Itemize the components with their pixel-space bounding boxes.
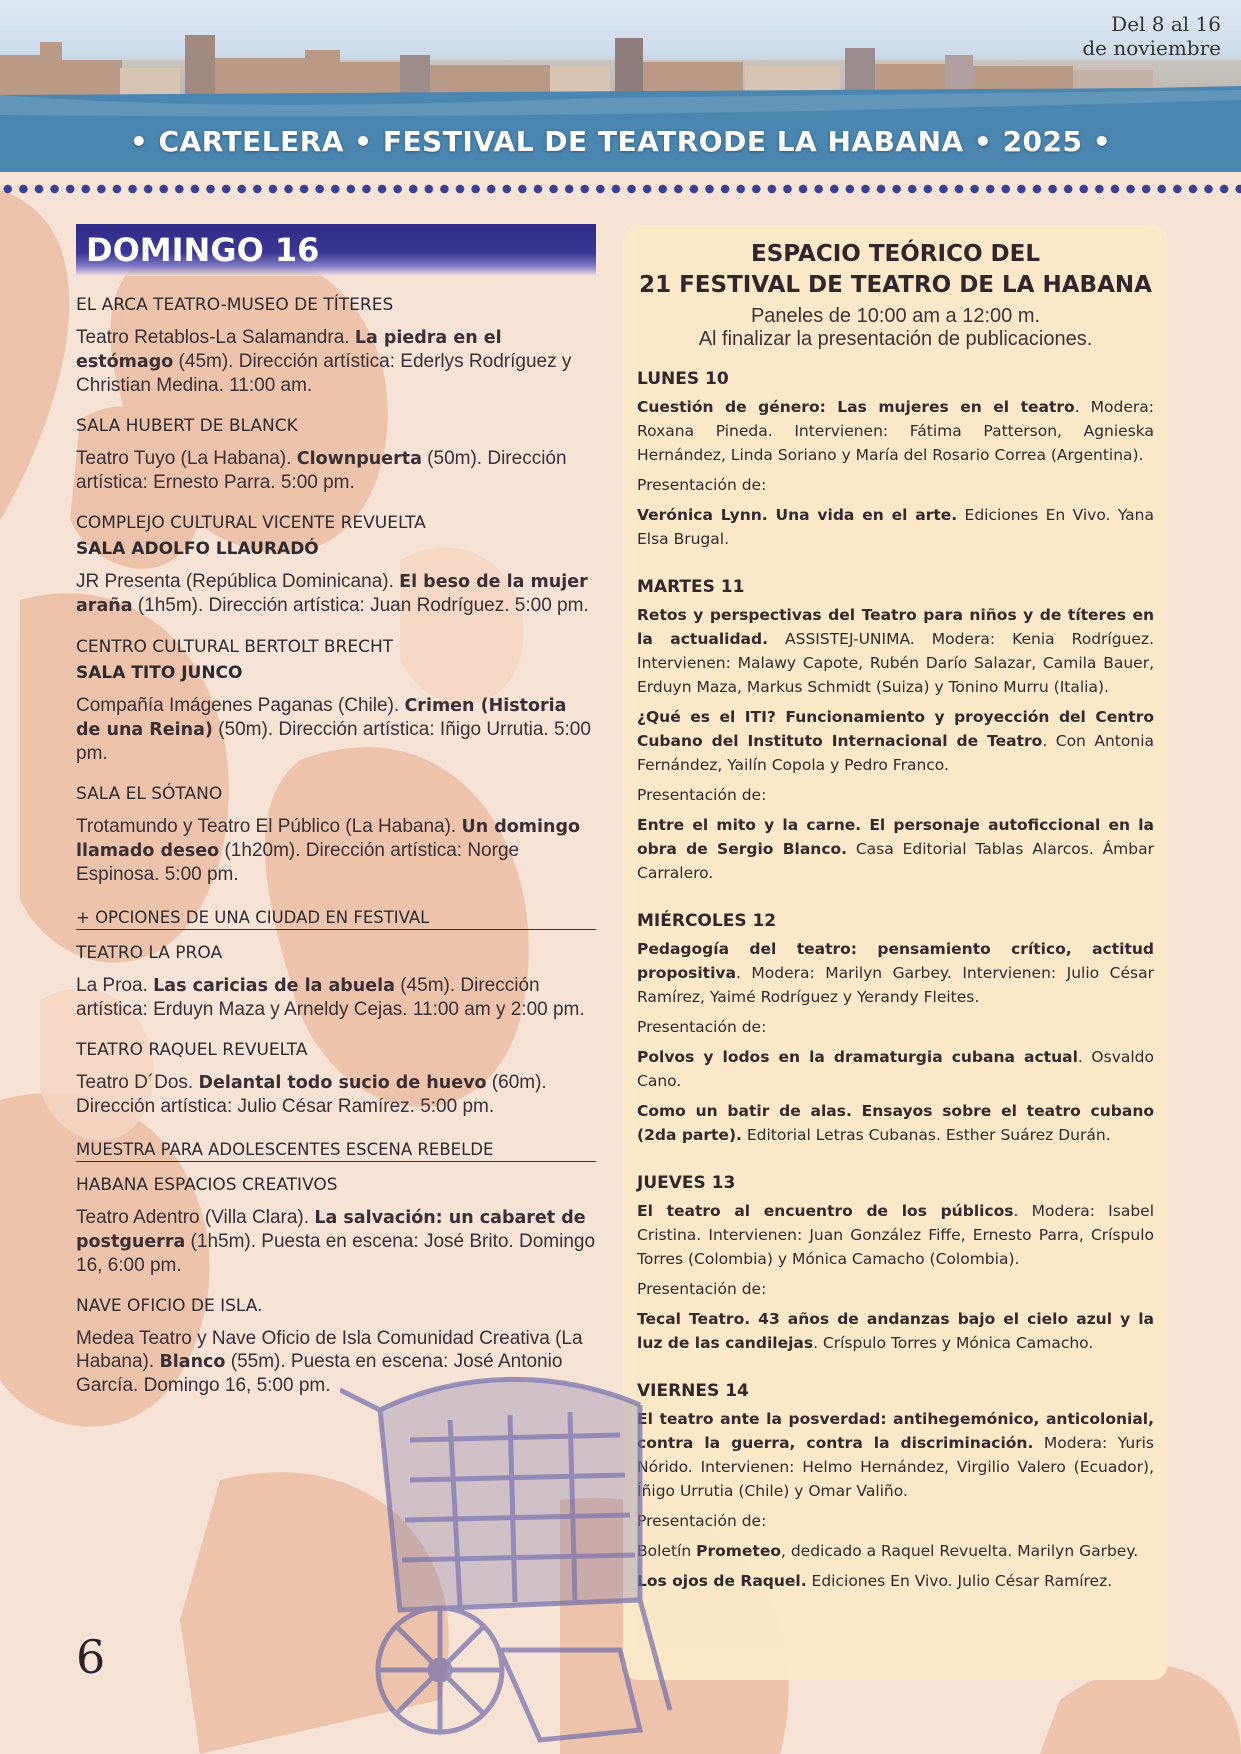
panel-topic: El teatro al encuentro de los públicos. Modera: Isabel Cristina. Intervienen: Juan González Fiffe, Ernesto Parra, Críspulo Torres (Colombia) y Mónica Camacho (Colombia). (637, 1202, 1154, 1268)
venue-name: TEATRO LA PROA (76, 943, 223, 963)
day-label-martes: MARTES 11 (637, 577, 745, 597)
venue-block (76, 636, 596, 765)
panel-topic: Cuestión de género: Las mujeres en el teatro. Modera: Roxana Pineda. Intervienen: Fátima Patterson, Agnieska Hernández, Linda Soriano y María del Rosario Correa (Argentina). (637, 398, 1154, 464)
presentation-label: Presentación de: (637, 1280, 767, 1298)
venue-description: Compañía Imágenes Paganas (Chile). Crimen (Historia de una Reina) (50m). Dirección artística: Iñigo Urrutia. 5:00 pm. (76, 695, 591, 764)
date-line-1: Del 8 al 16 (1111, 12, 1221, 36)
venue-name: EL ARCA TEATRO-MUSEO DE TÍTERES (76, 295, 394, 315)
publication: Verónica Lynn. Una vida en el arte. Ediciones En Vivo. Yana Elsa Brugal. (637, 506, 1154, 548)
publication: Entre el mito y la carne. El personaje autoficcional en la obra de Sergio Blanco. Casa Editorial Tablas Alarcos. Ámbar Carralero. (637, 816, 1154, 882)
panel-subtitle-line-2: Al finalizar la presentación de publicaciones. (698, 328, 1093, 350)
dotted-divider (0, 183, 1241, 195)
show-title: Un domingo llamado deseo (76, 817, 581, 861)
venue-room: SALA ADOLFO LLAURADÓ (76, 539, 319, 559)
show-title: Clownpuerta (296, 449, 422, 469)
panel-title (637, 239, 1154, 301)
banner-title: • CARTELERA • FESTIVAL DE TEATRODE LA HABANA • 2025 • (129, 125, 1112, 158)
date-range (1082, 12, 1221, 60)
presentation-label: Presentación de: (637, 786, 767, 804)
presentation-label: Presentación de: (637, 1018, 767, 1036)
day-label-miercoles: MIÉRCOLES 12 (637, 911, 777, 931)
venue-block (76, 783, 596, 886)
day-label-viernes: VIERNES 14 (637, 1381, 749, 1401)
show-title: La salvación: un cabaret de postguerra (76, 1208, 586, 1252)
presentation-label: Presentación de: (637, 1512, 767, 1530)
venue-name: TEATRO RAQUEL REVUELTA (76, 1040, 308, 1060)
page-number: 6 (76, 1630, 106, 1684)
publication: Los ojos de Raquel. Ediciones En Vivo. Julio César Ramírez. (637, 1572, 1113, 1590)
show-title: El beso de la mujer araña (76, 572, 588, 616)
show-title: Delantal todo sucio de huevo (198, 1073, 487, 1093)
venue-name: SALA EL SÓTANO (76, 784, 223, 804)
publication: Boletín Prometeo, dedicado a Raquel Revuelta. Marilyn Garbey. (637, 1542, 1139, 1560)
show-title: Las caricias de la abuela (153, 976, 395, 996)
venue-description: Teatro Tuyo (La Habana). Clownpuerta (50m). Dirección artística: Ernesto Parra. 5:00 pm. (76, 448, 567, 493)
panel-title-line-2: 21 FESTIVAL DE TEATRO DE LA HABANA (639, 272, 1152, 298)
venue-description: Teatro D´Dos. Delantal todo sucio de huevo (60m). Dirección artística: Julio César Ramírez. 5:00 pm. (76, 1072, 547, 1117)
publication: Tecal Teatro. 43 años de andanzas bajo el cielo azul y la luz de las candilejas. Críspulo Torres y Mónica Camacho. (637, 1310, 1154, 1352)
day-label-jueves: JUEVES 13 (637, 1173, 736, 1193)
day-label-lunes: LUNES 10 (637, 369, 729, 389)
theory-panel-content (637, 235, 1154, 1593)
venue-description: Trotamundo y Teatro El Público (La Habana). Un domingo llamado deseo (1h20m). Dirección artística: Norge Espinosa. 5:00 pm. (76, 816, 581, 885)
venue-name: HABANA ESPACIOS CREATIVOS (76, 1175, 338, 1195)
publication: Como un batir de alas. Ensayos sobre el teatro cubano (2da parte). Editorial Letras Cubanas. Esther Suárez Durán. (637, 1102, 1154, 1144)
venue-name: SALA HUBERT DE BLANCK (76, 416, 298, 436)
venue-block (76, 512, 596, 618)
panel-topic: El teatro ante la posverdad: antihegemónico, anticolonial, contra la guerra, contra la discriminación. Modera: Yuris Nórido. Intervienen: Helmo Hernández, Virgilio Valero (Ecuador), Íñigo Urrutia (Chile) y Omar Valiño. (637, 1410, 1154, 1500)
panel-subtitle (637, 305, 1154, 351)
section-heading: MUESTRA PARA ADOLESCENTES ESCENA REBELDE (76, 1140, 596, 1162)
venue-description: Teatro Retablos-La Salamandra. La piedra en el estómago (45m). Dirección artística: Ederlys Rodríguez y Christian Medina. 11:00 am. (76, 327, 572, 396)
venue-name: CENTRO CULTURAL BERTOLT BRECHT (76, 637, 394, 657)
section-heading: + OPCIONES DE UNA CIUDAD EN FESTIVAL (76, 908, 596, 930)
venue-block (76, 942, 596, 1021)
show-title: Crimen (Historia de una Reina) (76, 696, 567, 740)
panel-subtitle-line-1: Paneles de 10:00 am a 12:00 m. (750, 305, 1041, 327)
venue-description: Teatro Adentro (Villa Clara). La salvación: un cabaret de postguerra (1h5m). Puesta en escena: José Brito. Domingo 16, 6:00 pm. (76, 1207, 596, 1276)
panel-topic: Retos y perspectivas del Teatro para niños y de títeres en la actualidad. ASSISTEJ-UNIMA. Modera: Kenia Rodríguez. Intervienen: Malawy Capote, Rubén Darío Salazar, Camila Bauer, Erduyn Maza, Markus Schmidt (Suiza) y Tonino Murru (Italia). (637, 606, 1154, 696)
header-banner (0, 0, 1241, 172)
venue-description: La Proa. Las caricias de la abuela (45m). Dirección artística: Erduyn Maza y Arneldy Cejas. 11:00 am y 2:00 pm. (76, 975, 585, 1020)
panel-topic: Pedagogía del teatro: pensamiento crítico, actitud propositiva. Modera: Marilyn Garbey. Intervienen: Julio César Ramírez, Yaimé Rodríguez y Yerandy Fleites. (637, 940, 1154, 1006)
venue-description: Medea Teatro y Nave Oficio de Isla Comunidad Creativa (La Habana). Blanco (55m). Puesta en escena: José Antonio García. Domingo 16, 5:00 pm. (76, 1328, 583, 1396)
publication: Polvos y lodos en la dramaturgia cubana actual. Osvaldo Cano. (637, 1048, 1154, 1090)
show-title: La piedra en el estómago (76, 328, 502, 372)
cart-illustration (340, 1350, 680, 1754)
venue-block (76, 1039, 596, 1118)
venue-name: COMPLEJO CULTURAL VICENTE REVUELTA (76, 513, 426, 533)
panel-topic: ¿Qué es el ITI? Funcionamiento y proyección del Centro Cubano del Instituto Internacional de Teatro. Con Antonia Fernández, Yailín Copola y Pedro Franco. (637, 708, 1154, 774)
venue-description: JR Presenta (República Dominicana). El beso de la mujer araña (1h5m). Dirección artística: Juan Rodríguez. 5:00 pm. (76, 571, 589, 616)
venue-block (76, 294, 596, 397)
venue-room: SALA TITO JUNCO (76, 663, 243, 683)
left-column (76, 224, 596, 1397)
date-line-2: de noviembre (1082, 36, 1221, 60)
venue-block (76, 1174, 596, 1277)
venue-name: NAVE OFICIO DE ISLA. (76, 1296, 263, 1316)
day-title: DOMINGO 16 (76, 224, 596, 276)
show-title: Blanco (159, 1352, 226, 1372)
theory-panel (623, 225, 1168, 1680)
presentation-label: Presentación de: (637, 476, 767, 494)
panel-title-line-1: ESPACIO TEÓRICO DEL (751, 241, 1040, 267)
venue-block (76, 415, 596, 494)
